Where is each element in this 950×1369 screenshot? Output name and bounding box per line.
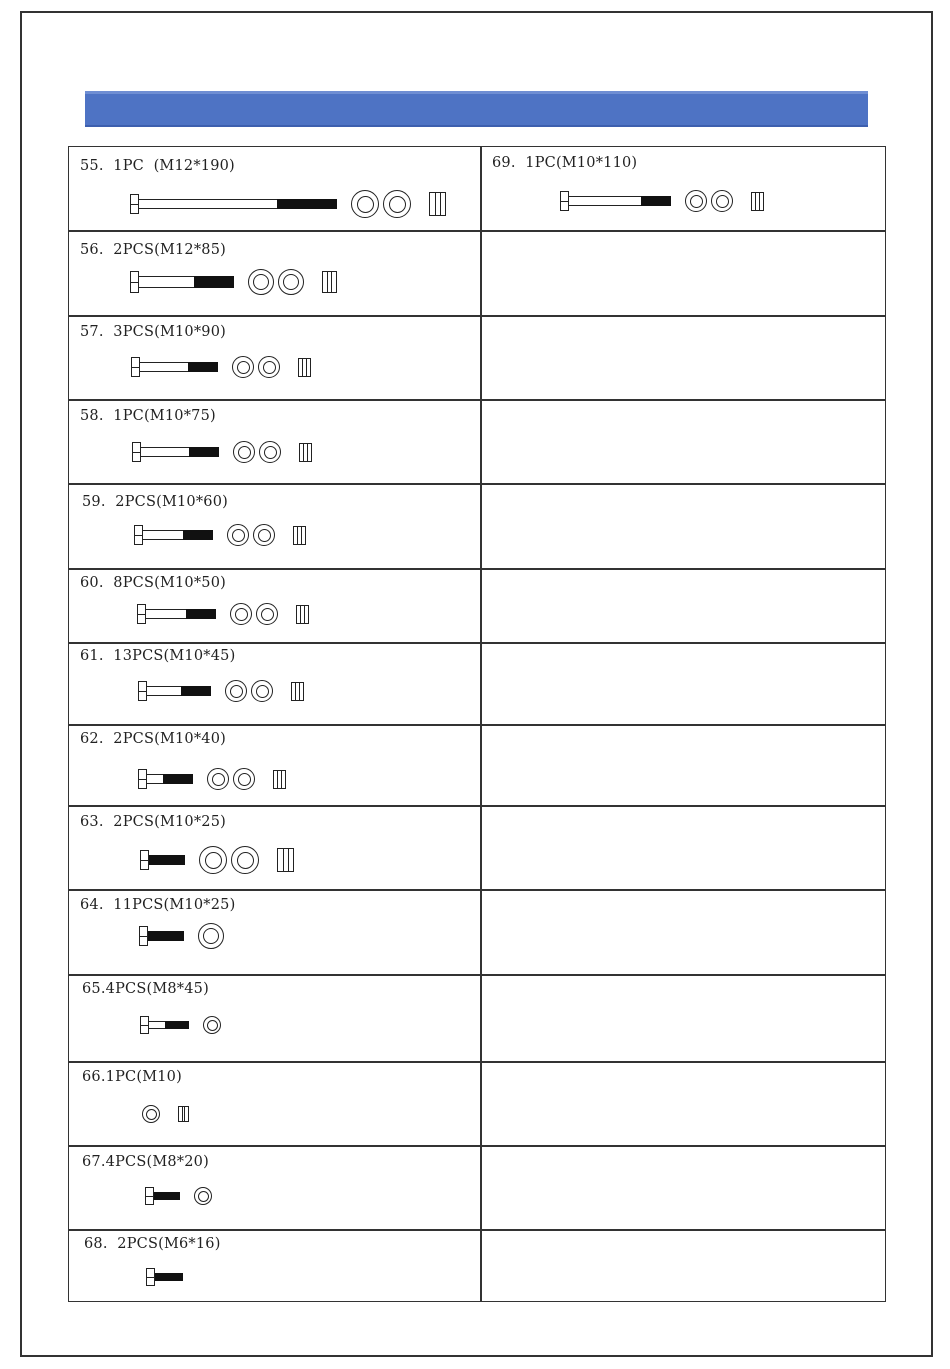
washer-icon: [227, 524, 249, 546]
washer-icon: [278, 269, 304, 295]
row-divider: [68, 568, 886, 570]
washer-icon: [203, 1016, 221, 1034]
part-illustration: [130, 269, 337, 295]
part-illustration: [140, 846, 294, 874]
bolt-icon: [140, 1016, 189, 1034]
part-illustration: [138, 680, 304, 702]
part-label: 56. 2PCS(M12*85): [80, 242, 226, 258]
washer-icon: [207, 768, 229, 790]
part-illustration: [137, 603, 309, 625]
bolt-icon: [138, 769, 193, 789]
washer-icon: [232, 356, 254, 378]
washer-icon: [230, 603, 252, 625]
part-label: 61. 13PCS(M10*45): [80, 648, 236, 664]
bolt-icon: [130, 194, 337, 214]
nut-icon: [273, 770, 286, 789]
part-label: 60. 8PCS(M10*50): [80, 575, 226, 591]
part-illustration: [140, 1016, 221, 1034]
part-label: 55. 1PC (M12*190): [80, 158, 235, 174]
washer-icon: [194, 1187, 212, 1205]
part-label: 58. 1PC(M10*75): [80, 408, 216, 424]
nut-icon: [429, 192, 446, 216]
bolt-icon: [130, 271, 234, 293]
part-label: 66.1PC(M10): [82, 1069, 182, 1085]
header-banner: [85, 91, 868, 127]
bolt-icon: [137, 604, 216, 624]
washer-icon: [256, 603, 278, 625]
part-label: 67.4PCS(M8*20): [82, 1154, 209, 1170]
washer-icon: [685, 190, 707, 212]
washer-icon: [383, 190, 411, 218]
washer-icon: [258, 356, 280, 378]
part-label: 59. 2PCS(M10*60): [82, 494, 228, 510]
washer-icon: [233, 441, 255, 463]
part-illustration: [145, 1187, 212, 1205]
row-divider: [68, 399, 886, 401]
part-label: 68. 2PCS(M6*16): [84, 1236, 221, 1252]
washer-icon: [198, 923, 224, 949]
washer-icon: [259, 441, 281, 463]
washer-icon: [248, 269, 274, 295]
row-divider: [68, 889, 886, 891]
part-illustration: [138, 768, 286, 790]
washer-icon: [233, 768, 255, 790]
nut-icon: [296, 605, 309, 624]
washer-icon: [351, 190, 379, 218]
row-divider: [68, 805, 886, 807]
part-label: 69. 1PC(M10*110): [492, 155, 638, 171]
bolt-icon: [138, 681, 211, 701]
nut-icon: [291, 682, 304, 701]
bolt-icon: [132, 442, 219, 462]
part-illustration: [560, 190, 764, 212]
nut-icon: [298, 358, 311, 377]
part-illustration: [132, 441, 312, 463]
nut-icon: [322, 271, 337, 293]
bolt-icon: [145, 1187, 180, 1205]
row-divider: [68, 974, 886, 976]
part-illustration: [146, 1268, 183, 1286]
washer-icon: [231, 846, 259, 874]
bolt-icon: [146, 1268, 183, 1286]
washer-icon: [199, 846, 227, 874]
nut-icon: [178, 1106, 189, 1122]
washer-icon: [225, 680, 247, 702]
bolt-icon: [140, 850, 185, 870]
part-illustration: [131, 356, 311, 378]
row-divider: [68, 1229, 886, 1231]
nut-icon: [293, 526, 306, 545]
bolt-icon: [131, 357, 218, 377]
part-illustration: [134, 524, 306, 546]
bolt-icon: [139, 926, 184, 946]
part-label: 64. 11PCS(M10*25): [80, 897, 236, 913]
part-label: 63. 2PCS(M10*25): [80, 814, 226, 830]
row-divider: [68, 1061, 886, 1063]
part-label: 57. 3PCS(M10*90): [80, 324, 226, 340]
washer-icon: [253, 524, 275, 546]
part-label: 65.4PCS(M8*45): [82, 981, 209, 997]
row-divider: [68, 315, 886, 317]
row-divider: [68, 230, 886, 232]
nut-icon: [751, 192, 764, 211]
washer-icon: [142, 1105, 160, 1123]
part-label: 62. 2PCS(M10*40): [80, 731, 226, 747]
bolt-icon: [134, 525, 213, 545]
washer-icon: [711, 190, 733, 212]
row-divider: [68, 483, 886, 485]
nut-icon: [299, 443, 312, 462]
washer-icon: [251, 680, 273, 702]
row-divider: [68, 642, 886, 644]
bolt-icon: [560, 191, 671, 211]
part-illustration: [139, 923, 224, 949]
row-divider: [68, 1145, 886, 1147]
part-illustration: [130, 190, 446, 218]
row-divider: [68, 724, 886, 726]
nut-icon: [277, 848, 294, 872]
part-illustration: [142, 1105, 189, 1123]
